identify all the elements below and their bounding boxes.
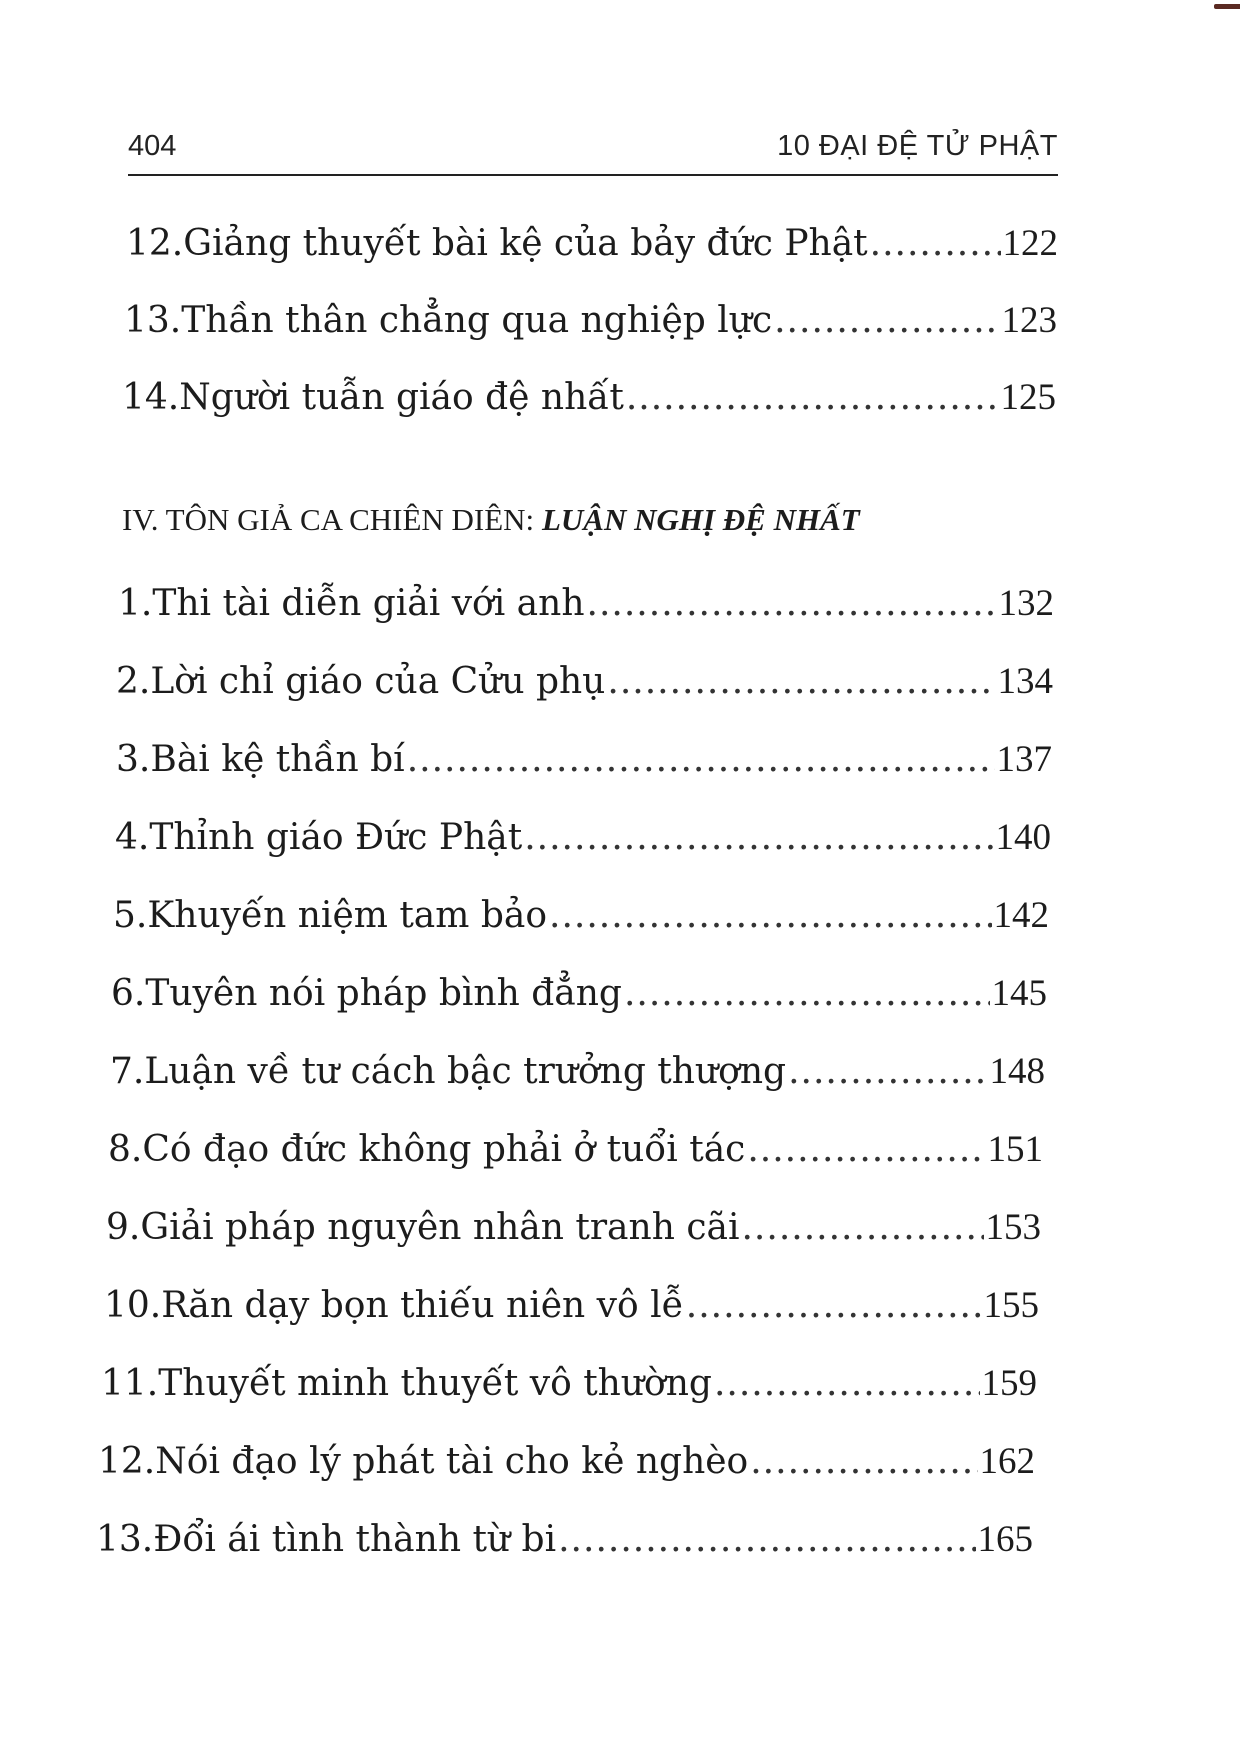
dot-leader [549,892,991,940]
toc-entry-page: 137 [996,739,1052,780]
toc-entry-page: 165 [977,1519,1033,1560]
toc-entry-number: 5. [113,895,148,936]
toc-entry-page: 134 [997,661,1053,702]
dot-leader [788,1048,987,1096]
toc-entry-page: 125 [1000,377,1056,418]
toc-entry-page: 132 [998,583,1054,624]
dot-leader [741,1204,983,1252]
toc-entry-title: Tuyên nói pháp bình đẳng [145,973,622,1014]
dot-leader [524,814,993,862]
toc-entry-title: Giảng thuyết bài kệ của bảy đức Phật [183,223,868,264]
toc-entry-title: Bài kệ thần bí [150,739,405,780]
toc-entry-page: 159 [981,1363,1037,1404]
toc-entry-page: 122 [1002,223,1058,264]
toc-entry-page: 145 [991,973,1047,1014]
toc-entry-title: Đổi ái tình thành từ bi [153,1519,557,1560]
toc-entry[interactable] [113,892,1049,940]
toc-entry-title: Răn dạy bọn thiếu niên vô lễ [161,1285,684,1326]
toc-entry[interactable] [101,1360,1037,1408]
dot-leader [686,1282,982,1330]
toc-entry-number: 4. [115,817,150,858]
toc-entry-number: 10. [104,1285,162,1326]
toc-entry-number: 6. [111,973,146,1014]
toc-entry-page: 123 [1001,300,1057,341]
toc-entry-page: 140 [995,817,1051,858]
toc-entry-number: 7. [110,1051,145,1092]
toc-entry[interactable] [116,658,1053,706]
header-book-title: 10 ĐẠI ĐỆ TỬ PHẬT [777,130,1058,162]
dot-leader [607,658,995,706]
toc-entry[interactable] [124,297,1057,345]
section-heading-prefix: IV. TÔN GIẢ CA CHIÊN DIÊN: [122,502,542,537]
toc-entry-page: 153 [985,1207,1041,1248]
toc-entry[interactable] [115,814,1051,862]
dot-leader [774,297,999,345]
toc-entry[interactable] [104,1282,1039,1330]
header-page-number: 404 [128,130,177,162]
toc-entry-number: 12. [98,1441,156,1482]
toc-entry-number: 14. [122,377,180,418]
toc-entry-title: Thần thân chẳng qua nghiệp lực [181,300,773,341]
toc-entry[interactable] [126,220,1058,268]
toc-entry[interactable] [110,1048,1045,1096]
dot-leader [870,220,1001,268]
toc-entry-title: Lời chỉ giáo của Cửu phụ [150,661,606,702]
toc-entry[interactable] [118,580,1054,628]
toc-entry[interactable] [111,970,1047,1018]
toc-entry-number: 12. [126,223,184,264]
toc-entry-number: 1. [118,583,153,624]
toc-entry-page: 155 [983,1285,1039,1326]
toc-entry-number: 8. [108,1129,143,1170]
section-heading-emphasis: LUẬN NGHỊ ĐỆ NHẤT [541,502,860,537]
dot-leader [626,374,999,422]
dot-leader [587,580,997,628]
page-corner-mark [1214,4,1240,9]
toc-entry-number: 13. [96,1519,154,1560]
dot-leader [558,1516,975,1564]
toc-entry-title: Giải pháp nguyên nhân tranh cãi [140,1207,740,1248]
toc-entry[interactable] [116,736,1052,784]
dot-leader [407,736,995,784]
toc-entry[interactable] [96,1516,1033,1564]
toc-entry[interactable] [108,1126,1043,1174]
toc-entry-number: 3. [116,739,151,780]
running-header [128,118,1058,176]
dot-leader [714,1360,980,1408]
toc-entry-page: 162 [979,1441,1035,1482]
dot-leader [624,970,990,1018]
toc-entry-number: 13. [124,300,182,341]
toc-entry-number: 9. [106,1207,141,1248]
section-heading [122,502,860,538]
dot-leader [750,1438,977,1486]
toc-entry[interactable] [98,1438,1035,1486]
toc-entry-title: Người tuẫn giáo đệ nhất [179,377,624,418]
toc-entry-number: 11. [101,1363,159,1404]
toc-entry[interactable] [122,374,1056,422]
toc-entry-page: 142 [993,895,1049,936]
toc-entry-title: Thỉnh giáo Đức Phật [149,817,523,858]
toc-entry-title: Luận về tư cách bậc trưởng thượng [144,1051,787,1092]
toc-entry-page: 151 [987,1129,1043,1170]
toc-entry-page: 148 [989,1051,1045,1092]
toc-entry-number: 2. [116,661,151,702]
dot-leader [747,1126,985,1174]
toc-entry-title: Khuyến niệm tam bảo [147,895,548,936]
toc-entry-title: Thuyết minh thuyết vô thường [158,1363,712,1404]
toc-entry-title: Có đạo đức không phải ở tuổi tác [142,1129,746,1170]
toc-entry-title: Nói đạo lý phát tài cho kẻ nghèo [155,1441,749,1482]
toc-entry[interactable] [106,1204,1041,1252]
toc-entry-title: Thi tài diễn giải với anh [152,583,585,624]
